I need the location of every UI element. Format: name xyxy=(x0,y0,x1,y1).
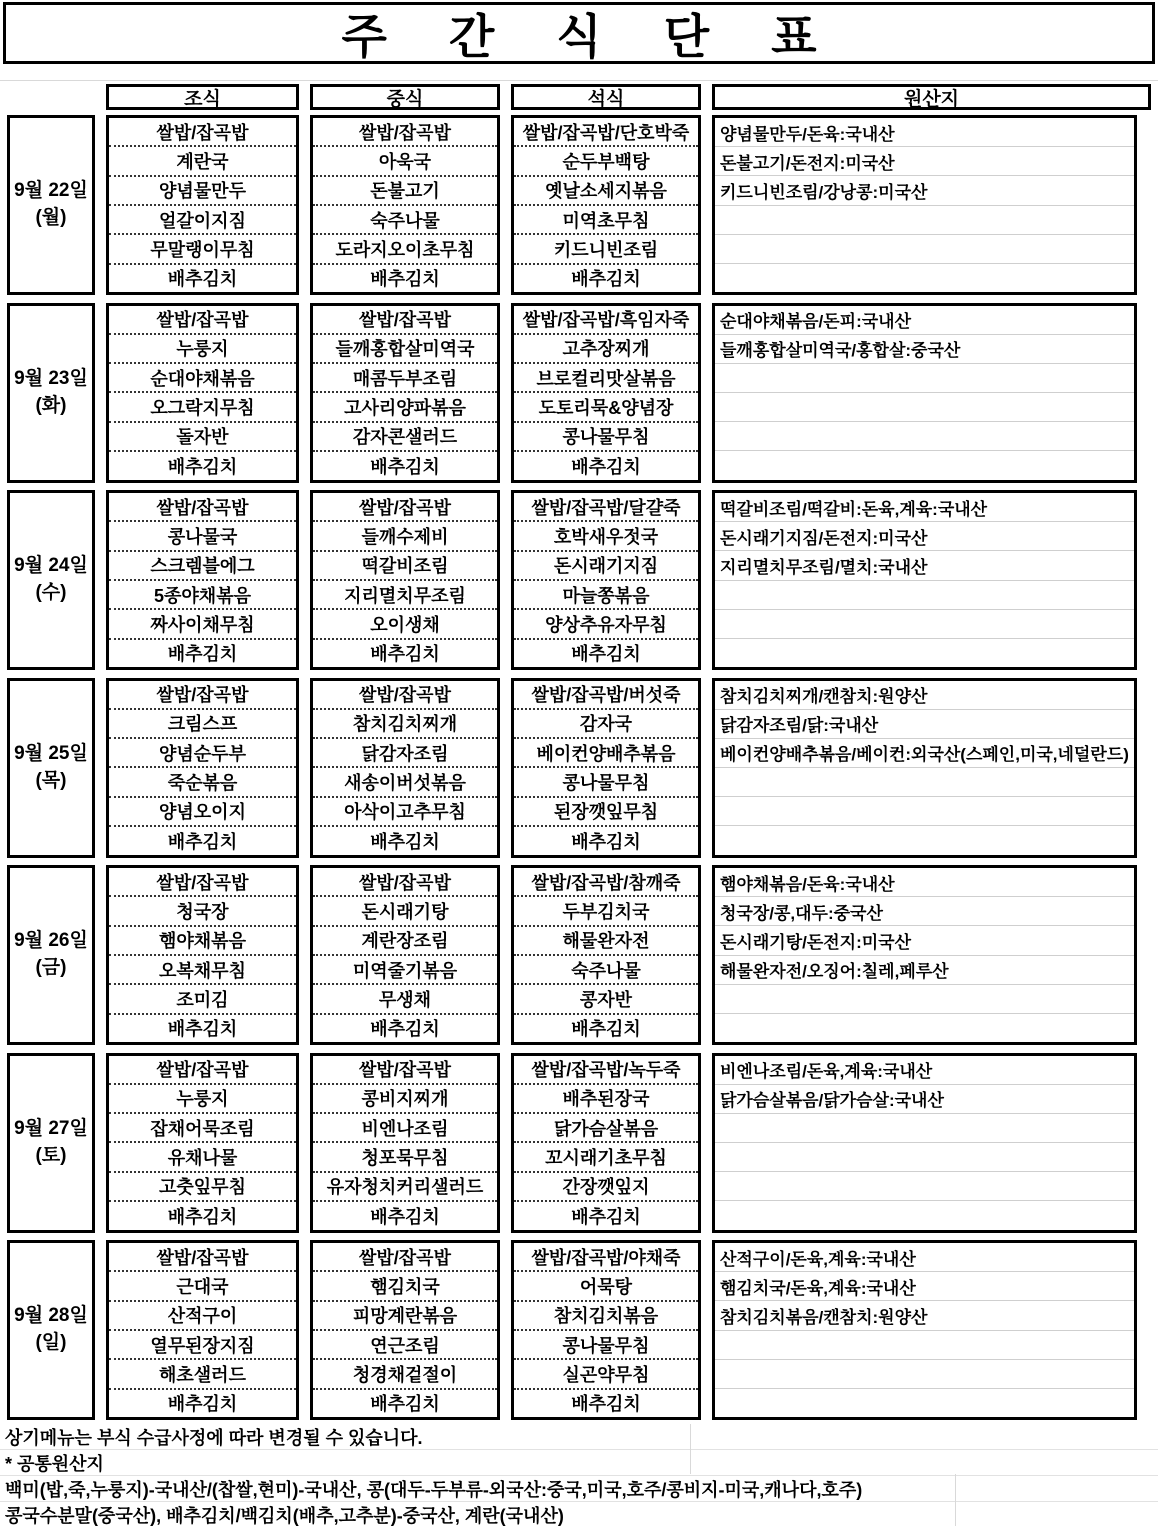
menu-item: 배추된장국 xyxy=(514,1085,698,1114)
origin-line xyxy=(715,610,1134,639)
menu-item: 키드니빈조림 xyxy=(514,235,698,264)
menu-item: 배추김치 xyxy=(571,644,641,665)
menu-item: 쌀밥/잡곡밥 xyxy=(109,118,296,147)
menu-item: 콩나물무침 xyxy=(514,768,698,797)
origin-line: 양념물만두/돈육:국내산 xyxy=(715,118,1134,147)
breakfast-cell xyxy=(106,865,299,1045)
origin-cell xyxy=(712,115,1137,295)
menu-item: 베이컨양배추볶음 xyxy=(514,739,698,768)
menu-item: 배추김치 xyxy=(571,1206,641,1227)
menu-item: 양상추유자무침 xyxy=(514,610,698,639)
breakfast-cell xyxy=(106,303,299,483)
menu-item: 닭감자조림 xyxy=(313,739,497,768)
menu-item: 배추김치 xyxy=(571,1019,641,1040)
menu-item: 햄야채볶음 xyxy=(109,927,296,956)
menu-item: 간장깻잎지 xyxy=(514,1173,698,1202)
date-cell xyxy=(7,865,95,1045)
origin-cell xyxy=(712,1240,1137,1420)
menu-item: 미역줄기볶음 xyxy=(313,956,497,985)
menu-item: 햄김치국 xyxy=(313,1272,497,1301)
menu-item: 배추김치 xyxy=(370,269,440,290)
menu-item: 돈시래기탕 xyxy=(313,897,497,926)
weekday-label: (수) xyxy=(35,582,67,603)
page-title xyxy=(3,2,1155,64)
menu-item: 배추김치 xyxy=(167,831,238,852)
menu-item: 배추김치 xyxy=(571,1394,641,1415)
menu-item: 쌀밥/잡곡밥/녹두죽 xyxy=(514,1056,698,1085)
menu-item: 유자청치커리샐러드 xyxy=(313,1173,497,1202)
footer-notes xyxy=(0,1424,1158,1527)
date-cell xyxy=(7,115,95,295)
menu-item: 배추김치 xyxy=(167,1019,238,1040)
weekday-label: (일) xyxy=(35,1332,67,1353)
menu-item: 지리멸치무조림 xyxy=(313,581,497,610)
menu-item: 콩나물무침 xyxy=(514,1331,698,1360)
menu-item: 마늘쫑볶음 xyxy=(514,581,698,610)
origin-line: 해물완자전/오징어:칠레,페루산 xyxy=(715,956,1134,985)
origin-line xyxy=(715,826,1134,854)
breakfast-cell xyxy=(106,1240,299,1420)
date-label: 9월 27일 xyxy=(14,1117,88,1139)
menu-item: 쌀밥/잡곡밥/흑임자죽 xyxy=(514,306,698,335)
origin-line xyxy=(715,797,1134,826)
origin-line: 지리멸치무조림/멸치:국내산 xyxy=(715,551,1134,580)
menu-item: 배추김치 xyxy=(167,644,238,665)
common-origin-label: * 공통원산지 xyxy=(0,1450,1158,1476)
menu-item: 오복채무침 xyxy=(109,956,296,985)
origin-line: 참치김치찌개/캔참치:원양산 xyxy=(715,681,1134,710)
origin-line xyxy=(715,206,1134,235)
header-row xyxy=(0,84,1158,110)
day-block xyxy=(0,115,1144,295)
menu-item: 오그락지무침 xyxy=(109,393,296,422)
origin-line xyxy=(715,1389,1134,1417)
menu-item: 콩나물무침 xyxy=(514,423,698,452)
menu-item: 배추김치 xyxy=(370,456,440,477)
menu-item: 쌀밥/잡곡밥 xyxy=(109,1243,296,1272)
menu-item: 꼬시래기초무침 xyxy=(514,1143,698,1172)
weekday-label: (금) xyxy=(35,957,67,978)
menu-item: 유채나물 xyxy=(109,1143,296,1172)
dinner-cell xyxy=(511,865,701,1045)
day-block xyxy=(0,1240,1144,1420)
menu-item: 떡갈비조림 xyxy=(313,552,497,581)
origin-line xyxy=(715,581,1134,610)
menu-item: 아욱국 xyxy=(313,147,497,176)
origin-line: 산적구이/돈육,계육:국내산 xyxy=(715,1243,1134,1272)
menu-item: 고사리양파볶음 xyxy=(313,393,497,422)
menu-item: 호박새우젓국 xyxy=(514,522,698,551)
weekday-label: (화) xyxy=(35,394,67,416)
menu-item: 근대국 xyxy=(109,1272,296,1301)
origin-line xyxy=(715,1172,1134,1201)
origin-line: 떡갈비조림/떡갈비:돈육,계육:국내산 xyxy=(715,493,1134,522)
menu-item: 스크렘블에그 xyxy=(109,552,296,581)
menu-item: 쌀밥/잡곡밥 xyxy=(313,306,497,335)
menu-item: 옛날소세지볶음 xyxy=(514,177,698,206)
menu-item: 쌀밥/잡곡밥/달걀죽 xyxy=(514,493,698,522)
menu-item: 콩비지찌개 xyxy=(313,1085,497,1114)
date-cell xyxy=(7,490,95,670)
menu-item: 쌀밥/잡곡밥 xyxy=(109,493,296,522)
dinner-cell xyxy=(511,678,701,858)
day-block xyxy=(0,678,1144,858)
dinner-cell xyxy=(511,490,701,670)
menu-item: 쌀밥/잡곡밥 xyxy=(313,681,497,710)
menu-item: 고추장찌개 xyxy=(514,335,698,364)
menu-item: 얼갈이지짐 xyxy=(109,206,296,235)
menu-item: 배추김치 xyxy=(370,1019,440,1040)
origin-line xyxy=(715,264,1134,292)
menu-item: 쌀밥/잡곡밥 xyxy=(109,1056,296,1085)
breakfast-cell xyxy=(106,1053,299,1233)
menu-item: 도토리묵&양념장 xyxy=(514,393,698,422)
date-label: 9월 25일 xyxy=(14,742,88,764)
menu-item: 어묵탕 xyxy=(514,1272,698,1301)
weekday-label: (월) xyxy=(35,207,67,228)
menu-item: 누룽지 xyxy=(109,335,296,364)
origin-line xyxy=(715,1143,1134,1172)
menu-item: 무말랭이무침 xyxy=(109,235,296,264)
menu-item: 쌀밥/잡곡밥 xyxy=(109,681,296,710)
menu-item: 쌀밥/잡곡밥 xyxy=(313,493,497,522)
date-label: 9월 28일 xyxy=(14,1305,88,1327)
menu-item: 배추김치 xyxy=(167,269,238,290)
origin-line: 청국장/콩,대두:중국산 xyxy=(715,897,1134,926)
menu-item: 쌀밥/잡곡밥/버섯죽 xyxy=(514,681,698,710)
menu-item: 쌀밥/잡곡밥 xyxy=(313,1056,497,1085)
menu-item: 짜사이채무침 xyxy=(109,610,296,639)
origin-line: 들깨홍합살미역국/홍합살:중국산 xyxy=(715,335,1134,364)
date-label: 9월 23일 xyxy=(14,367,88,389)
origin-line xyxy=(715,768,1134,797)
origin-line xyxy=(715,235,1134,264)
lunch-cell xyxy=(310,678,500,858)
menu-item: 배추김치 xyxy=(370,1206,440,1227)
origin-line: 돈시래기탕/돈전지:미국산 xyxy=(715,926,1134,955)
menu-item: 열무된장지짐 xyxy=(109,1331,296,1360)
breakfast-cell xyxy=(106,115,299,295)
menu-item: 들깨수제비 xyxy=(313,522,497,551)
dinner-cell xyxy=(511,1053,701,1233)
menu-item: 돌자반 xyxy=(109,423,296,452)
menu-item: 브로컬리맛살볶음 xyxy=(514,364,698,393)
menu-item: 쌀밥/잡곡밥 xyxy=(313,1243,497,1272)
menu-item: 쌀밥/잡곡밥 xyxy=(109,868,296,897)
lunch-cell xyxy=(310,115,500,295)
menu-item: 5종야채볶음 xyxy=(109,581,296,610)
menu-item: 잡채어묵조림 xyxy=(109,1114,296,1143)
menu-item: 실곤약무침 xyxy=(514,1360,698,1389)
menu-item: 새송이버섯볶음 xyxy=(313,768,497,797)
menu-item: 비엔나조림 xyxy=(313,1114,497,1143)
date-cell xyxy=(7,678,95,858)
menu-item: 배추김치 xyxy=(571,831,641,852)
menu-item: 콩자반 xyxy=(514,985,698,1014)
menu-item: 참치김치볶음 xyxy=(514,1302,698,1331)
origin-line xyxy=(715,639,1134,667)
date-label: 9월 22일 xyxy=(14,180,88,202)
header-breakfast: 조식 xyxy=(106,84,299,110)
dinner-cell xyxy=(511,1240,701,1420)
origin-line: 닭감자조림/닭:국내산 xyxy=(715,710,1134,739)
origin-line: 키드니빈조림/강낭콩:미국산 xyxy=(715,176,1134,205)
common-origin-line: 백미(밥,죽,누룽지)-국내산/(찹쌀,현미)-국내산, 콩(대두-두부류-외국산:중국,미국,호주/콩비지-미국,캐나다,호주) xyxy=(0,1476,1158,1502)
origin-line xyxy=(715,1331,1134,1360)
origin-line: 비엔나조림/돈육,계육:국내산 xyxy=(715,1056,1134,1085)
header-date-spacer xyxy=(7,84,95,104)
menu-item: 배추김치 xyxy=(571,269,641,290)
dinner-cell xyxy=(511,303,701,483)
origin-line: 참치김치볶음/캔참치:원양산 xyxy=(715,1301,1134,1330)
menu-item: 청경채겉절이 xyxy=(313,1360,497,1389)
menu-item: 미역초무침 xyxy=(514,206,698,235)
dinner-cell xyxy=(511,115,701,295)
menu-item: 배추김치 xyxy=(167,1206,238,1227)
menu-item: 들깨홍합살미역국 xyxy=(313,335,497,364)
menu-item: 배추김치 xyxy=(167,1394,238,1415)
menu-item: 오이생채 xyxy=(313,610,497,639)
menu-item: 고춧잎무침 xyxy=(109,1173,296,1202)
menu-item: 피망계란볶음 xyxy=(313,1302,497,1331)
menu-item: 돈불고기 xyxy=(313,177,497,206)
menu-item: 무생채 xyxy=(313,985,497,1014)
menu-item: 콩나물국 xyxy=(109,522,296,551)
origin-line: 햄김치국/돈육,계육:국내산 xyxy=(715,1272,1134,1301)
spreadsheet-gridline xyxy=(0,80,1158,81)
origin-line xyxy=(715,451,1134,479)
header-dinner: 석식 xyxy=(511,84,701,110)
origin-line xyxy=(715,1114,1134,1143)
menu-item: 크림스프 xyxy=(109,710,296,739)
lunch-cell xyxy=(310,303,500,483)
menu-item: 계란장조림 xyxy=(313,927,497,956)
day-block xyxy=(0,865,1144,1045)
date-label: 9월 24일 xyxy=(14,555,88,577)
origin-line: 돈불고기/돈전지:미국산 xyxy=(715,147,1134,176)
origin-line: 순대야채볶음/돈피:국내산 xyxy=(715,306,1134,335)
page-title-text: 주간식단표 xyxy=(341,9,879,63)
menu-item: 양념순두부 xyxy=(109,739,296,768)
menu-item: 감자콘샐러드 xyxy=(313,423,497,452)
lunch-cell xyxy=(310,865,500,1045)
menu-item: 양념오이지 xyxy=(109,798,296,827)
menu-item: 매콤두부조림 xyxy=(313,364,497,393)
breakfast-cell xyxy=(106,678,299,858)
menu-item: 연근조림 xyxy=(313,1331,497,1360)
menu-item: 청포묵무침 xyxy=(313,1143,497,1172)
origin-cell xyxy=(712,490,1137,670)
menu-item: 쌀밥/잡곡밥 xyxy=(313,868,497,897)
menu-item: 산적구이 xyxy=(109,1302,296,1331)
menu-item: 배추김치 xyxy=(167,456,238,477)
date-cell xyxy=(7,1053,95,1233)
menu-item: 순두부백탕 xyxy=(514,147,698,176)
menu-item: 아삭이고추무침 xyxy=(313,798,497,827)
menu-item: 청국장 xyxy=(109,897,296,926)
menu-table-body xyxy=(0,115,1144,1428)
lunch-cell xyxy=(310,1053,500,1233)
origin-line xyxy=(715,1360,1134,1389)
lunch-cell xyxy=(310,490,500,670)
menu-item: 두부김치국 xyxy=(514,897,698,926)
header-lunch: 중식 xyxy=(310,84,500,110)
spreadsheet-gridline xyxy=(955,1474,956,1526)
menu-item: 쌀밥/잡곡밥/참깨죽 xyxy=(514,868,698,897)
change-notice: 상기메뉴는 부식 수급사정에 따라 변경될 수 있습니다. xyxy=(0,1424,1158,1450)
common-origin-line: 콩국수분말(중국산), 배추김치/백김치(배추,고추분)-중국산, 계란(국내산) xyxy=(0,1502,1158,1527)
menu-item: 해물완자전 xyxy=(514,927,698,956)
weekday-label: (목) xyxy=(35,769,67,791)
lunch-cell xyxy=(310,1240,500,1420)
origin-line xyxy=(715,364,1134,393)
weekday-label: (토) xyxy=(35,1144,67,1166)
menu-item: 감자국 xyxy=(514,710,698,739)
origin-cell xyxy=(712,865,1137,1045)
day-block xyxy=(0,490,1144,670)
menu-item: 순대야채볶음 xyxy=(109,364,296,393)
menu-item: 양념물만두 xyxy=(109,177,296,206)
menu-item: 배추김치 xyxy=(370,1394,440,1415)
origin-line xyxy=(715,1201,1134,1229)
origin-cell xyxy=(712,303,1137,483)
menu-item: 해초샐러드 xyxy=(109,1360,296,1389)
origin-line: 햄야채볶음/돈육:국내산 xyxy=(715,868,1134,897)
menu-item: 닭가슴살볶음 xyxy=(514,1114,698,1143)
menu-item: 참치김치찌개 xyxy=(313,710,497,739)
menu-item: 누룽지 xyxy=(109,1085,296,1114)
origin-cell xyxy=(712,678,1137,858)
date-label: 9월 26일 xyxy=(14,930,88,952)
origin-line xyxy=(715,422,1134,451)
menu-item: 배추김치 xyxy=(571,456,641,477)
menu-item: 된장깻잎무침 xyxy=(514,798,698,827)
header-origin: 원산지 xyxy=(712,84,1151,110)
menu-item: 쌀밥/잡곡밥/단호박죽 xyxy=(514,118,698,147)
origin-cell xyxy=(712,1053,1137,1233)
spreadsheet-gridline xyxy=(690,1424,691,1474)
menu-item: 숙주나물 xyxy=(313,206,497,235)
day-block xyxy=(0,1053,1144,1233)
day-block xyxy=(0,303,1144,483)
menu-item: 숙주나물 xyxy=(514,956,698,985)
origin-line xyxy=(715,393,1134,422)
menu-item: 배추김치 xyxy=(370,831,440,852)
menu-item: 계란국 xyxy=(109,147,296,176)
menu-item: 돈시래기지짐 xyxy=(514,552,698,581)
origin-line: 돈시래기지짐/돈전지:미국산 xyxy=(715,522,1134,551)
menu-item: 쌀밥/잡곡밥 xyxy=(313,118,497,147)
origin-line xyxy=(715,985,1134,1014)
origin-line: 닭가슴살볶음/닭가슴살:국내산 xyxy=(715,1085,1134,1114)
menu-item: 조미김 xyxy=(109,985,296,1014)
origin-line: 베이컨양배추볶음/베이컨:외국산(스페인,미국,네덜란드) xyxy=(715,739,1134,768)
breakfast-cell xyxy=(106,490,299,670)
menu-item: 도라지오이초무침 xyxy=(313,235,497,264)
origin-line xyxy=(715,1014,1134,1042)
menu-item: 배추김치 xyxy=(370,644,440,665)
date-cell xyxy=(7,303,95,483)
menu-item: 쌀밥/잡곡밥/야채죽 xyxy=(514,1243,698,1272)
menu-item: 죽순볶음 xyxy=(109,768,296,797)
menu-item: 쌀밥/잡곡밥 xyxy=(109,306,296,335)
date-cell xyxy=(7,1240,95,1420)
